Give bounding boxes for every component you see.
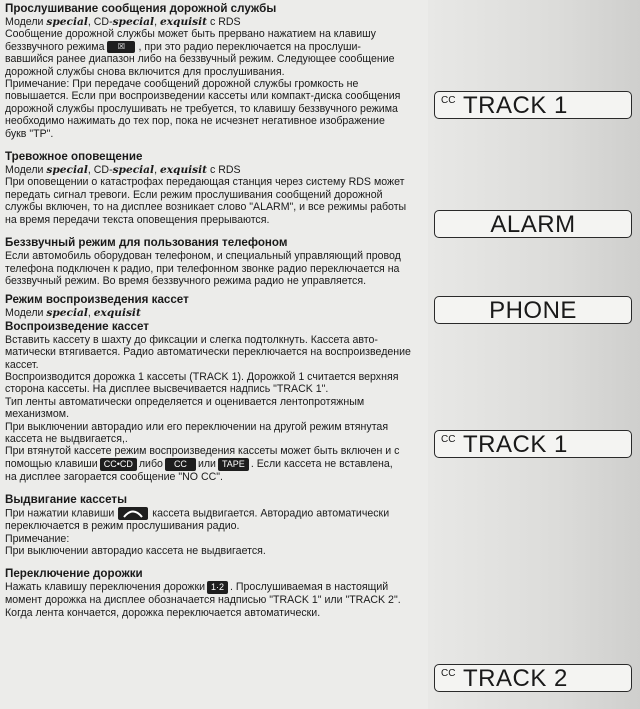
paragraph-line: передать сигнал тревоги. Если режим прослушивания сообщений дорожной bbox=[5, 188, 383, 201]
cc-key: CC bbox=[165, 458, 196, 471]
models-line: Модели special, exquisit bbox=[5, 307, 141, 320]
section-title-track-switch: Переключение дорожки bbox=[5, 567, 143, 581]
note-line: необходимо нажимать до тех пор, пока не исчезнет негативное изображение bbox=[5, 115, 385, 128]
note-line: букв "TP". bbox=[5, 127, 54, 140]
paragraph-line: вавшийся ранее диапазон либо на беззвучный режим. Следующее сообщение bbox=[5, 53, 395, 66]
track-switch-key: 1·2 bbox=[207, 581, 228, 594]
display-text: TRACK 1 bbox=[463, 431, 568, 458]
model-special: special bbox=[46, 164, 88, 177]
paragraph-line: При втянутой кассете режим воспроизведения кассеты может быть включен и с bbox=[5, 445, 400, 458]
display-phone bbox=[434, 296, 632, 324]
paragraph-line: переключается в режим прослушивания радио. bbox=[5, 520, 240, 533]
paragraph-line: При нажатии клавиши кассета выдвигается. Авторадио автоматически bbox=[5, 507, 390, 520]
section-title-cassette-mode: Режим воспроизведения кассет bbox=[5, 293, 189, 307]
cc-cd-key: CC•CD bbox=[100, 458, 137, 471]
display-cc-label: CC bbox=[441, 668, 456, 679]
paragraph-line: момент дорожка на дисплее обозначается надписью "TRACK 1" или "TRACK 2". bbox=[5, 594, 401, 607]
display-text: TRACK 2 bbox=[463, 665, 568, 692]
paragraph-line: на время передачи текста оповещения прерываются. bbox=[5, 213, 270, 226]
paragraph-line: помощью клавиши CC•CD либо CC или TAPE . Если кассета не вставлена, bbox=[5, 457, 393, 470]
section-title-traffic: Прослушивание сообщения дорожной службы bbox=[5, 2, 277, 15]
paragraph-line: Когда лента кончается, дорожка переключается автоматически. bbox=[5, 606, 321, 619]
model-cd-special: special bbox=[112, 164, 155, 177]
display-text: PHONE bbox=[489, 297, 577, 324]
model-cd-special: special bbox=[112, 16, 155, 28]
paragraph-line: кассета не выдвигается,. bbox=[5, 432, 128, 445]
display-text: TRACK 1 bbox=[463, 92, 568, 119]
note-line: Примечание: При передаче сообщений дорожной службы громкость не bbox=[5, 78, 359, 91]
paragraph-line: беззвучный режим. Во время беззвучного режима радио не управляется. bbox=[5, 274, 367, 287]
manual-text-column bbox=[5, 2, 419, 619]
note-line: дорожной службы прослушивать не требуется, то клавишу беззвучного режима bbox=[5, 102, 398, 115]
paragraph-line: Сообщение дорожной службы может быть прервано нажатием на клавишу bbox=[5, 28, 376, 41]
models-line: Модели special, CD-special, exquisit с RDS bbox=[5, 164, 241, 177]
paragraph-line: При выключении авторадио или его переключении на другой режим втянутая bbox=[5, 420, 389, 433]
paragraph-line: Если автомобиль оборудован телефоном, и специальный управляющий провод bbox=[5, 250, 401, 263]
paragraph-line: кассет. bbox=[5, 358, 39, 371]
display-track-1-cassette bbox=[434, 430, 632, 458]
paragraph-line: беззвучного режима ☒ , при это радио переключается на прослуши- bbox=[5, 40, 361, 53]
display-cc-label: CC bbox=[441, 434, 456, 445]
paragraph-line: При оповещении о катастрофах передающая станция через систему RDS может bbox=[5, 176, 405, 189]
model-special: special bbox=[46, 16, 88, 28]
display-alarm bbox=[434, 210, 632, 238]
model-special: special bbox=[46, 307, 88, 320]
paragraph-line: Тип ленты автоматически определяется и оценивается лентопротяжным bbox=[5, 395, 365, 408]
models-line: Модели special, CD-special, exquisit с RDS bbox=[5, 16, 241, 28]
paragraph-line: телефона подключен к радио, при телефонном звонке радио переключается на bbox=[5, 262, 400, 275]
display-text: ALARM bbox=[490, 211, 576, 238]
model-exquisit: exquisit bbox=[93, 307, 141, 320]
note-line: повышается. Если при воспроизведении кассеты или компакт-диска сообщения bbox=[5, 90, 401, 103]
mute-key-icon: ☒ bbox=[107, 41, 135, 53]
paragraph-line: на дисплее загорается сообщение "NO CC". bbox=[5, 470, 223, 483]
paragraph-line: службы включен, то на дисплее возникает слово "ALARM", и все режимы работы bbox=[5, 201, 407, 214]
model-exquisit: exquisit bbox=[159, 16, 208, 28]
subsection-title-playback: Воспроизведение кассет bbox=[5, 319, 149, 333]
paragraph-line: Вставить кассету в шахту до фиксации и слегка подтолкнуть. Кассета авто- bbox=[5, 333, 378, 346]
section-title-eject: Выдвигание кассеты bbox=[5, 493, 127, 507]
section-title-phone: Беззвучный режим для пользования телефоном bbox=[5, 236, 288, 250]
tape-key: TAPE bbox=[218, 458, 249, 471]
paragraph-line: сторона кассеты. На дисплее высвечивается надпись "TRACK 1". bbox=[5, 383, 329, 396]
paragraph-line: матически втягивается. Радио автоматически переключается на воспроизведение bbox=[5, 346, 411, 359]
display-track-2 bbox=[434, 664, 632, 692]
paragraph-line: механизмом. bbox=[5, 408, 70, 421]
section-title-alarm: Тревожное оповещение bbox=[5, 150, 143, 164]
paragraph-line: При выключении авторадио кассета не выдвигается. bbox=[5, 545, 266, 557]
display-track-1 bbox=[434, 91, 632, 119]
eject-key-icon bbox=[118, 507, 148, 520]
model-exquisit: exquisit bbox=[159, 164, 208, 177]
display-cc-label: CC bbox=[441, 95, 456, 106]
paragraph-line: Нажать клавишу переключения дорожки 1·2 . Прослушиваемая в настоящий bbox=[5, 581, 389, 594]
paragraph-line: дорожной службы снова включится для прослушивания. bbox=[5, 65, 285, 78]
note-label: Примечание: bbox=[5, 532, 70, 545]
paragraph-line: Воспроизводится дорожка 1 кассеты (TRACK 1). Дорожкой 1 считается верхняя bbox=[5, 370, 399, 383]
